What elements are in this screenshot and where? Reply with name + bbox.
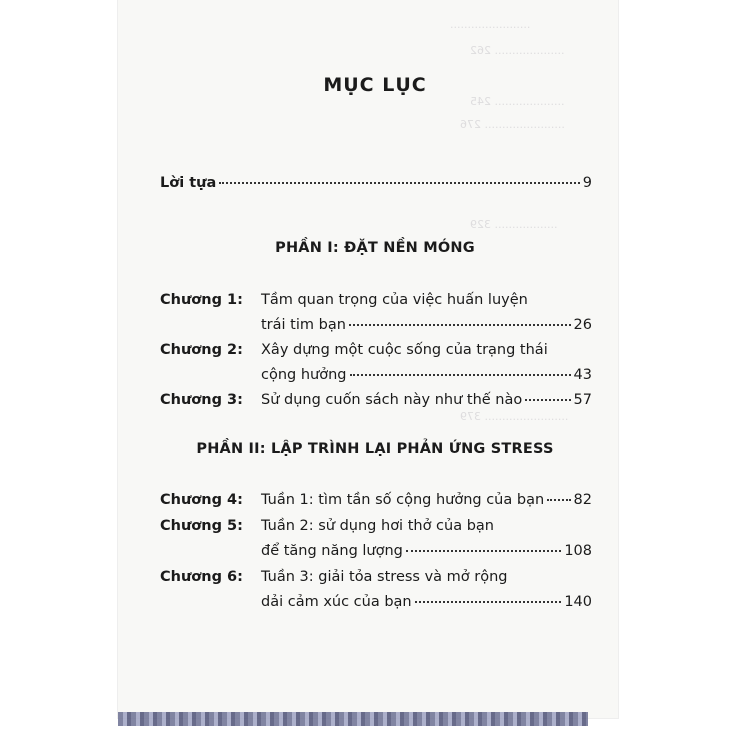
bleed-through-text: ....................... 276 <box>460 118 565 131</box>
page-number: 140 <box>564 594 592 610</box>
chapter-label: Chương 2: <box>160 342 243 358</box>
chapter-title: Tuần 2: sử dụng hơi thở của bạn <box>261 518 494 534</box>
next-page-edge <box>118 712 588 726</box>
dot-leader <box>349 324 571 326</box>
toc-entry-line <box>261 317 592 333</box>
toc-entry-line <box>261 392 592 408</box>
dot-leader <box>350 374 571 376</box>
dot-leader <box>525 399 570 401</box>
chapter-title-cont: cộng hưởng <box>261 367 347 383</box>
bleed-through-text: .................. 329 <box>470 218 558 231</box>
page-number: 9 <box>582 175 592 191</box>
dot-leader <box>406 550 561 552</box>
part-heading: PHẦN II: LẬP TRÌNH LẠI PHẢN ỨNG STRESS <box>196 441 554 457</box>
toc-entry-line <box>261 543 592 559</box>
dot-leader <box>547 499 570 501</box>
chapter-title: Tầm quan trọng của việc huấn luyện <box>261 292 528 308</box>
toc-entry-preface <box>160 175 592 191</box>
page-number: 26 <box>573 317 592 333</box>
chapter-label: Chương 1: <box>160 292 243 308</box>
bleed-through-text: ........................ 379 <box>460 410 569 423</box>
chapter-title-cont: trái tim bạn <box>261 317 346 333</box>
chapter-title: Sử dụng cuốn sách này như thế nào <box>261 392 523 408</box>
chapter-label: Chương 5: <box>160 518 243 534</box>
chapter-title: Xây dựng một cuộc sống của trạng thái <box>261 342 548 358</box>
bleed-through-text: .................... 262 <box>470 44 565 57</box>
dot-leader <box>219 182 580 184</box>
toc-entry-line <box>261 594 592 610</box>
chapter-label: Chương 3: <box>160 392 243 408</box>
page-number: 57 <box>573 392 592 408</box>
part-heading: PHẦN I: ĐẶT NỀN MÓNG <box>275 240 475 256</box>
preface-label: Lời tựa <box>160 175 217 191</box>
chapter-label: Chương 6: <box>160 569 243 585</box>
dot-leader <box>415 601 562 603</box>
page-title: MỤC LỤC <box>323 74 427 96</box>
page-number: 108 <box>564 543 592 559</box>
bleed-through-text: .................... 245 <box>470 95 565 108</box>
chapter-label: Chương 4: <box>160 492 243 508</box>
page-number: 82 <box>573 492 592 508</box>
page-number: 43 <box>573 367 592 383</box>
chapter-title: Tuần 3: giải tỏa stress và mở rộng <box>261 569 508 585</box>
chapter-title-cont: dải cảm xúc của bạn <box>261 594 412 610</box>
toc-entry-line <box>261 492 592 508</box>
toc-entry-line <box>261 367 592 383</box>
chapter-title-cont: để tăng năng lượng <box>261 543 403 559</box>
bleed-through-text: ....................... <box>450 18 531 31</box>
chapter-title: Tuần 1: tìm tần số cộng hưởng của bạn <box>261 492 545 508</box>
